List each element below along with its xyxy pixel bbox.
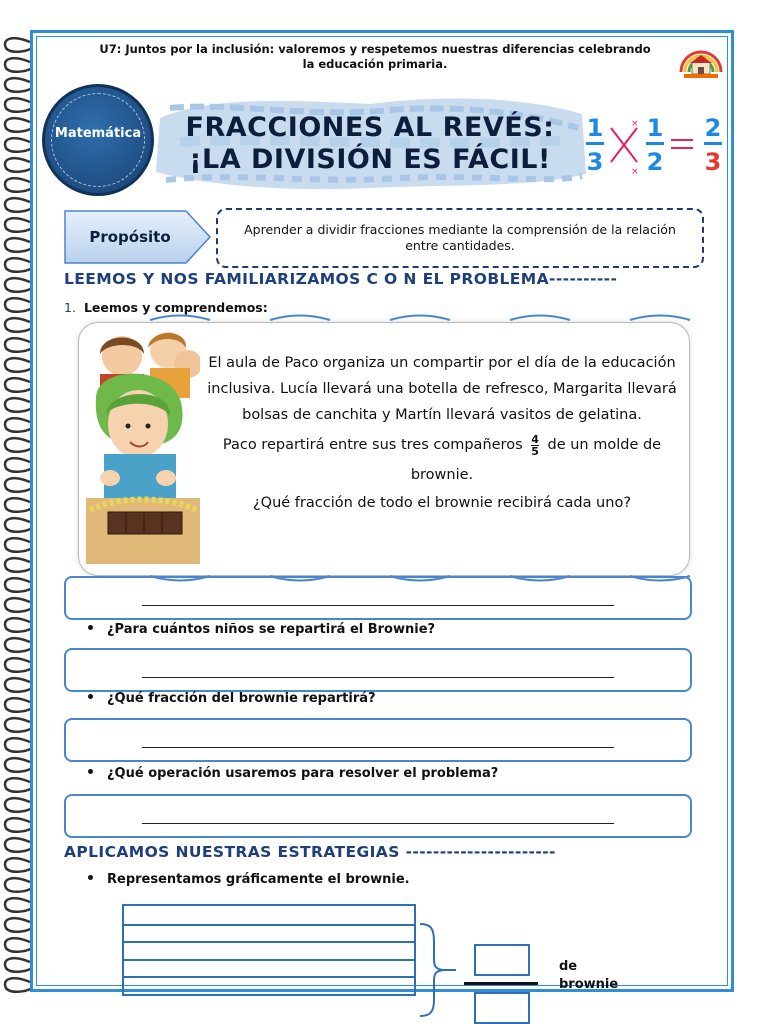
fraction-label-line-2: brownie (559, 977, 619, 992)
answer-line (142, 747, 614, 748)
answer-line (142, 677, 614, 678)
spiral-coil (5, 38, 32, 52)
brownie-grid-row (124, 959, 414, 961)
spiral-coil (5, 78, 32, 92)
bullet-dot (88, 875, 93, 880)
spiral-coil (5, 198, 32, 212)
spiral-coil (5, 338, 32, 352)
spiral-coil (5, 778, 32, 792)
answer-box-3[interactable] (64, 718, 692, 762)
spiral-coil (5, 478, 32, 492)
spiral-coil (5, 118, 32, 132)
bullet-dot (88, 769, 93, 774)
bullet-dot (88, 625, 93, 630)
answer-box-4[interactable] (64, 794, 692, 838)
fraction-bar (464, 982, 538, 985)
svg-text:×: × (631, 119, 639, 129)
spiral-coil (5, 358, 32, 372)
spiral-coil (5, 158, 32, 172)
step-number: 1. (64, 300, 76, 315)
story-fraction-num: 4 (531, 432, 539, 446)
spiral-coil (5, 238, 32, 252)
spiral-coil (5, 598, 32, 612)
bullet-dot (88, 694, 93, 699)
spiral-coil (5, 58, 32, 72)
spiral-coil (5, 258, 32, 272)
subject-label: Matemática (54, 126, 142, 141)
fraction-equation-icon (585, 112, 725, 178)
spiral-coil (5, 898, 32, 912)
brownie-grid (122, 904, 416, 996)
spiral-coil (5, 978, 32, 992)
spiral-coil (5, 858, 32, 872)
spiral-coil (5, 938, 32, 952)
story-paragraph-2-after: de un molde de brownie. (410, 437, 662, 483)
spiral-coil (5, 658, 32, 672)
spiral-coil (5, 578, 32, 592)
spiral-coil (5, 298, 32, 312)
spiral-coil (5, 498, 32, 512)
story-fraction (531, 434, 539, 457)
brace-shape (416, 922, 456, 1018)
fraction-numerator-box[interactable] (474, 944, 530, 976)
page-title-line-1: FRACCIONES AL REVÉS: (185, 112, 555, 143)
school-logo (678, 44, 724, 80)
subject-badge (42, 84, 154, 196)
spiral-coil (5, 318, 32, 332)
spiral-coil (5, 678, 32, 692)
unit-title (60, 42, 690, 72)
story-text (200, 350, 684, 516)
story-question: ¿Qué fracción de todo el brownie recibirá cada uno? (252, 495, 632, 511)
header-frac-2-num: 1 (646, 114, 664, 142)
spiral-coil (5, 798, 32, 812)
purpose-label: Propósito (89, 228, 171, 246)
step-text: Leemos y comprendemos: (83, 300, 268, 315)
header-frac-1-num: 1 (586, 114, 604, 142)
spiral-coil (5, 838, 32, 852)
unit-title-line-2: la educación primaria. (302, 57, 448, 71)
spiral-coil (5, 738, 32, 752)
unit-title-line-1: U7: Juntos por la inclusión: valoremos y respetemos nuestras diferencias celebrando (99, 42, 651, 56)
spiral-coil (5, 518, 32, 532)
answer-line (142, 605, 614, 606)
purpose-text: Aprender a dividir fracciones mediante la comprensión de la relación entre cantidades. (244, 222, 676, 253)
story-paragraph-2 (200, 430, 684, 490)
brownie-grid-row (124, 976, 414, 978)
question-3 (88, 766, 498, 781)
spiral-coil (5, 758, 32, 772)
spiral-coil (5, 818, 32, 832)
spiral-coil (5, 398, 32, 412)
question-1 (88, 622, 435, 637)
question-3-text: ¿Qué operación usaremos para resolver el problema? (107, 766, 499, 781)
spiral-coil (5, 558, 32, 572)
spiral-coil (5, 218, 32, 232)
fraction-label (559, 958, 618, 994)
question-2-text: ¿Qué fracción del brownie repartirá? (107, 691, 376, 706)
answer-box-2[interactable] (64, 648, 692, 692)
story-paragraph-1: El aula de Paco organiza un compartir por el día de la educación inclusiva. Lucía llevará una botella de refresco, Margarita llevará bolsas de canchita y Martín llevará vasitos de gelatina. (207, 355, 677, 423)
question-1-text: ¿Para cuántos niños se repartirá el Brownie? (107, 622, 436, 637)
spiral-coil (5, 98, 32, 112)
brownie-grid-row (124, 924, 414, 926)
apply-bullet-text: Representamos gráficamente el brownie. (107, 872, 410, 887)
header-frac-2-den: 2 (646, 148, 664, 176)
spiral-coil (5, 638, 32, 652)
page-title-line-2: ¡LA DIVISIÓN ES FÁCIL! (189, 144, 551, 175)
spiral-coil (5, 278, 32, 292)
header-frac-3-num: 2 (704, 114, 722, 142)
spiral-coil (5, 438, 32, 452)
header-frac-3-den: 3 (704, 148, 722, 176)
brownie-grid-row (124, 941, 414, 943)
svg-text:×: × (631, 167, 639, 177)
spiral-coil (5, 618, 32, 632)
fraction-label-line-1: de (559, 959, 578, 974)
question-2 (88, 691, 376, 706)
spiral-coil (5, 418, 32, 432)
apply-bullet (88, 872, 410, 887)
purpose-text-box (216, 208, 704, 268)
spiral-coil (5, 138, 32, 152)
spiral-coil (5, 718, 32, 732)
section-apply-heading: APLICAMOS NUESTRAS ESTRATEGIAS ---------------------- (64, 843, 556, 861)
header-frac-1-den: 3 (586, 148, 604, 176)
children-brownie-illustration (86, 328, 200, 564)
answer-line (142, 823, 614, 824)
fraction-denominator-box[interactable] (474, 992, 530, 1024)
story-paragraph-2-before: Paco repartirá entre sus tres compañeros (222, 437, 523, 453)
story-fraction-den: 5 (531, 444, 539, 458)
spiral-binding (0, 30, 34, 1000)
spiral-coil (5, 178, 32, 192)
page-title (160, 112, 580, 176)
spiral-coil (5, 958, 32, 972)
section-read-heading: LEEMOS Y NOS FAMILIARIZAMOS C O N EL PROBLEMA---------- (64, 270, 618, 288)
spiral-coil (5, 378, 32, 392)
answer-box-1[interactable] (64, 576, 692, 620)
spiral-coil (5, 458, 32, 472)
spiral-coil (5, 538, 32, 552)
story-wave-top (150, 312, 710, 328)
spiral-coil (5, 878, 32, 892)
spiral-coil (5, 698, 32, 712)
spiral-coil (5, 918, 32, 932)
